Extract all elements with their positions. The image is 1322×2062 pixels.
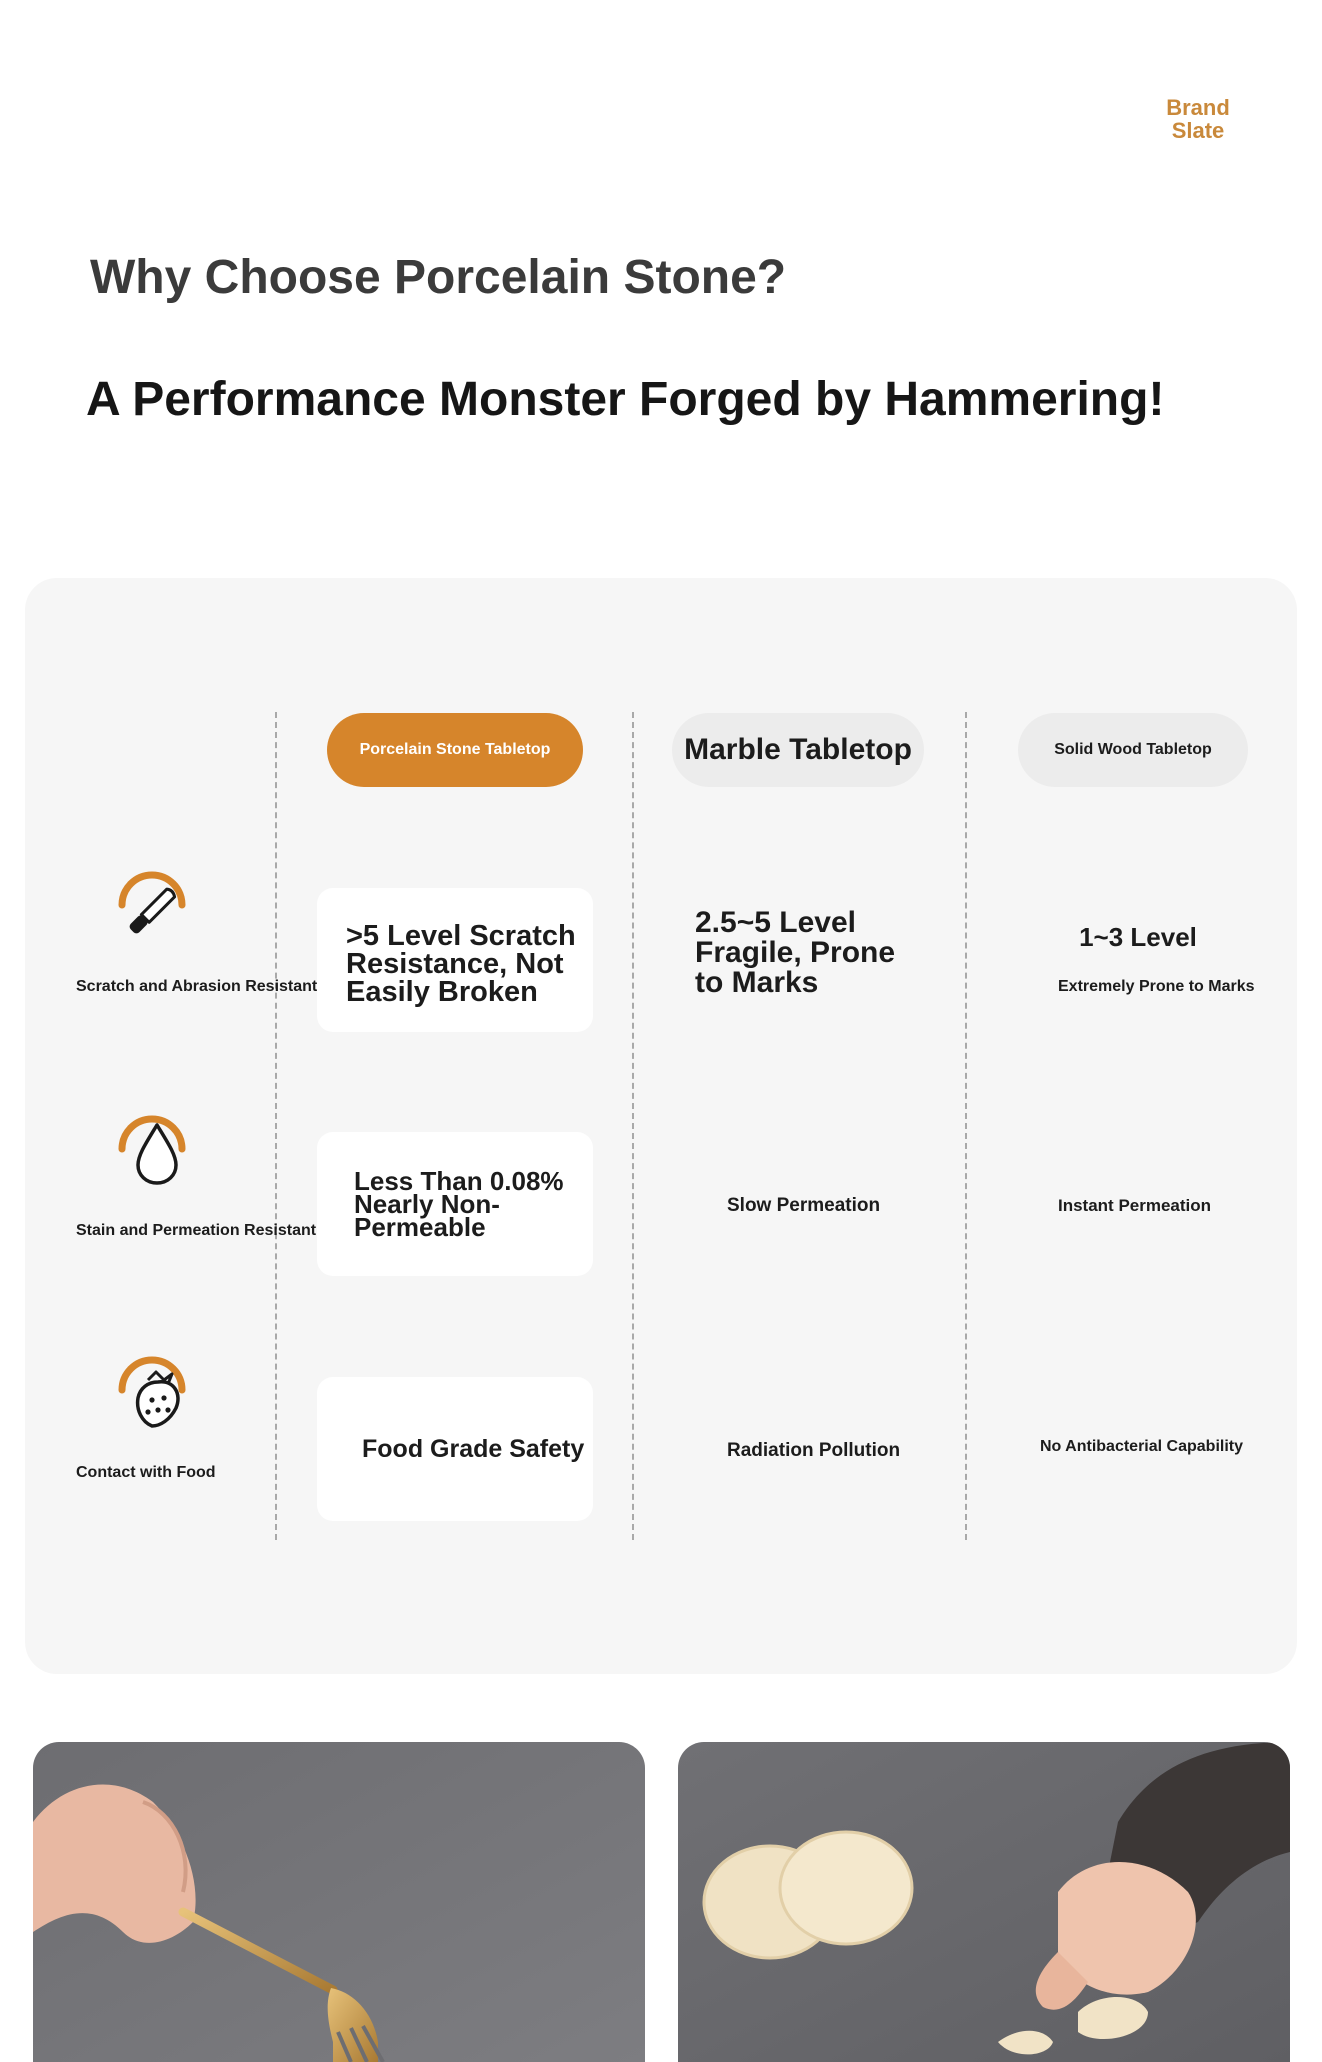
column-divider — [632, 712, 634, 1540]
porcelain-value-stain: Less Than 0.08% Nearly Non-Permeable — [354, 1166, 564, 1242]
water-drop-icon — [112, 1113, 192, 1193]
row-label-stain: Stain and Permeation Resistant — [76, 1222, 317, 1239]
brand-logo-line1: Brand — [1166, 95, 1230, 120]
wood-value-food: No Antibacterial Capability — [1040, 1438, 1243, 1455]
column-header-marble: Marble Tabletop — [672, 713, 924, 787]
row-label-scratch: Scratch and Abrasion Resistant — [76, 978, 318, 995]
column-header-wood: Solid Wood Tabletop — [1018, 713, 1248, 787]
marble-value-scratch: 2.5~5 Level Fragile, Prone to Marks — [695, 906, 896, 999]
brand-logo — [1158, 96, 1238, 142]
porcelain-value-food: Food Grade Safety — [362, 1435, 585, 1463]
marble-value-food: Radiation Pollution — [727, 1440, 901, 1461]
photo-dumplings-on-tabletop — [678, 1742, 1290, 2062]
page-subtitle: A Performance Monster Forged by Hammering! — [86, 373, 1165, 426]
wood-value-scratch-level: 1~3 Level — [1079, 922, 1197, 952]
marble-value-stain: Slow Permeation — [727, 1195, 881, 1216]
strawberry-icon — [112, 1354, 192, 1434]
column-divider — [275, 712, 277, 1540]
page-title: Why Choose Porcelain Stone? — [90, 251, 787, 304]
porcelain-value-scratch: >5 Level Scratch Resistance, Not Easily Broken — [346, 920, 576, 1008]
wood-value-scratch-note: Extremely Prone to Marks — [1058, 978, 1255, 995]
column-divider — [965, 712, 967, 1540]
column-header-porcelain: Porcelain Stone Tabletop — [327, 713, 583, 787]
wood-value-stain: Instant Permeation — [1058, 1196, 1212, 1215]
photo-fork-on-tabletop — [33, 1742, 645, 2062]
knife-icon — [112, 869, 192, 949]
brand-logo-line2: Slate — [1171, 118, 1225, 143]
row-label-food-contact: Contact with Food — [76, 1464, 216, 1481]
